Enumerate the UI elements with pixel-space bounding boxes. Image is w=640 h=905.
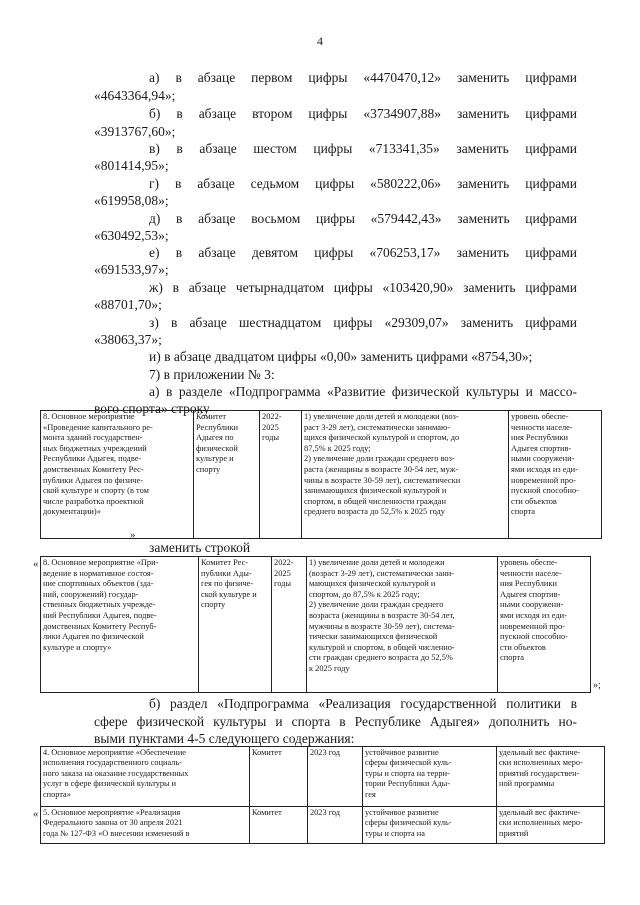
text-line: д) в абзаце восьмом цифры «579442,43» заменить цифрами xyxy=(149,211,577,226)
table-cell xyxy=(363,807,497,844)
cell-text: удельный вес фактиче- ски исполненных меро- приятий xyxy=(499,808,583,838)
table-cell xyxy=(308,747,363,807)
text-line: вого спорта» строку xyxy=(94,401,210,416)
new-items-table xyxy=(40,746,605,844)
text-line: а) в разделе «Подпрограмма «Развитие физической культуры и массо- xyxy=(149,384,577,399)
cell-text: 1) увеличение доли детей и молодежи (воз- раст 3-29 лет), систематически занимаю- щихся физической культурой и спортом, до 87,5% к 2025 году; 2) увеличение доли граждан среднего воз- раста (женщины в возрасте 30-54 лет, муж- чины в возрасте 30-59 лет), систематически занимающихся физической культурой и спортом, в общей численности граждан среднего возраста до 52,5% к 2025 году xyxy=(304,412,461,517)
text-line: ж) в абзаце четырнадцатом цифры «103420,90» заменить цифрами xyxy=(149,280,577,295)
cell-text: 5. Основное мероприятие «Реализация Федерального закона от 30 апреля 2021 года № 127-ФЗ «О внесении изменений в xyxy=(43,808,190,838)
old-row-table xyxy=(40,410,602,539)
cell-text: уровень обеспе- ченности населе- ния Республики Адыгея спортив- ными сооружени- ями исходя из еди- новременной про- пускной способно- сти объектов спорта xyxy=(500,558,568,663)
text-line: в) в абзаце шестом цифры «713341,35» заменить цифрами xyxy=(149,141,577,156)
page-number: 4 xyxy=(317,34,323,48)
table-cell xyxy=(307,557,498,693)
table-cell xyxy=(302,411,509,539)
opening-quote: « xyxy=(33,558,39,570)
cell-text: удельный вес фактиче- ски исполненных меро- приятий государствен- ной программы xyxy=(499,748,583,789)
new-row-table xyxy=(40,556,609,693)
closing-mark xyxy=(591,557,609,693)
table-cell xyxy=(363,747,497,807)
cell-text: 8. Основное мероприятие «Проведение капитального ре- монта зданий государствен- ных бюджетных учреждений Республики Адыгея, подве- домственных Комитету Рес- публики Адыгея по физиче- ской культуре и спорту (в том числе разработка проектной документации)» xyxy=(43,412,153,517)
cell-text: 1) увеличение доли детей и молодежи (возраст 3-29 лет), систематически зани- мающихся физической культурой и спортом, до 87,5% к 2025 году; 2) увеличение доли граждан среднего возраста (женщины в возрасте 30-54 лет, мужчины в возрасте 30-59 лет), система- тически занимающихся физической культурой и спортом, в общей численно- сти граждан среднего возраста до 52,5% к 2025 году xyxy=(309,558,455,673)
text-line: «88701,70»; xyxy=(94,297,162,312)
cell-text: устойчивое развитие сферы физической куль- туры и спорта на xyxy=(365,808,452,838)
text-line: «4643364,94»; xyxy=(94,88,176,103)
text-line: и) в абзаце двадцатом цифры «0,00» заменить цифрами «8754,30»; xyxy=(149,349,533,364)
cell-text: устойчивое развитие сферы физической куль- туры и спорта на терри- тории Республики Ады- гея xyxy=(365,748,452,799)
table-cell xyxy=(308,807,363,844)
text-line: «801414,95»; xyxy=(94,158,169,173)
cell-text: 2023 год xyxy=(310,808,340,817)
cell-text: 2022- 2025 годы xyxy=(262,412,282,443)
cell-text: 4. Основное мероприятие «Обеспечение исполнения государственного социаль- ного заказа на оказание государственных услуг в сфере физической культуры и спорта» xyxy=(43,748,189,799)
text-line: е) в абзаце девятом цифры «706253,17» заменить цифрами xyxy=(149,245,577,260)
opening-quote: « xyxy=(33,808,39,820)
table-cell xyxy=(498,557,591,693)
cell-text: Комитет xyxy=(252,808,282,817)
table-cell xyxy=(199,557,272,693)
text-line: «691533,97»; xyxy=(94,262,169,277)
cell-text: Комитет xyxy=(252,748,282,757)
table-cell xyxy=(497,747,605,807)
text-line: 7) в приложении № 3: xyxy=(149,367,275,382)
table-cell xyxy=(260,411,302,539)
cell-text: 2023 год xyxy=(310,748,340,757)
table-cell xyxy=(41,411,194,539)
text-line: «619958,08»; xyxy=(94,193,169,208)
text-line: выми пунктами 4-5 следующего содержания: xyxy=(94,731,355,746)
cell-text: Комитет Республики Адыгея по физической культуре и спорту xyxy=(196,412,239,474)
cell-text: уровень обеспе- ченности населе- ния Республики Адыгея спортив- ными сооружени- ями исходя из еди- новременной про- пускной способно- сти объектов спорта xyxy=(511,412,579,517)
text-line: «38063,37»; xyxy=(94,332,162,347)
text-line: б) раздел «Подпрограмма «Реализация государственной политики в xyxy=(149,696,577,711)
cell-text: »; xyxy=(593,679,601,691)
table-cell xyxy=(250,747,308,807)
table-cell xyxy=(194,411,260,539)
text-line: сфере физической культуры и спорта в Республике Адыгея» дополнить но- xyxy=(94,714,577,729)
text-line: г) в абзаце седьмом цифры «580222,06» заменить цифрами xyxy=(149,176,577,191)
cell-text: Комитет Рес- публики Ады- гея по физиче- ской культуре и спорту xyxy=(201,558,257,610)
table-cell xyxy=(497,807,605,844)
table-cell xyxy=(250,807,308,844)
text-line: а) в абзаце первом цифры «4470470,12» заменить цифрами xyxy=(149,70,577,85)
text-line: «3913767,60»; xyxy=(94,124,176,139)
text-line: б) в абзаце втором цифры «3734907,88» заменить цифрами xyxy=(149,106,577,121)
cell-text: 2022- 2025 годы xyxy=(274,558,294,589)
table-cell xyxy=(41,747,250,807)
table-cell xyxy=(41,807,250,844)
cell-text: 8. Основное мероприятие «При- ведение в нормативное состоя- ние спортивных объектов (зда- ний, сооружений) государ- ственных бюджетных учрежде- ний Республики Адыгея, подве- домственных Комитету Респуб- лики Адыгея по физической культуре и спорту» xyxy=(43,558,159,652)
table-cell xyxy=(272,557,307,693)
table-cell xyxy=(509,411,602,539)
closing-quote: » xyxy=(130,529,136,541)
text-line: «630492,53»; xyxy=(94,228,169,243)
text-line: з) в абзаце шестнадцатом цифры «29309,07» заменить цифрами xyxy=(149,315,577,330)
table-cell xyxy=(41,557,199,693)
replace-line: заменить строкой xyxy=(149,540,251,555)
